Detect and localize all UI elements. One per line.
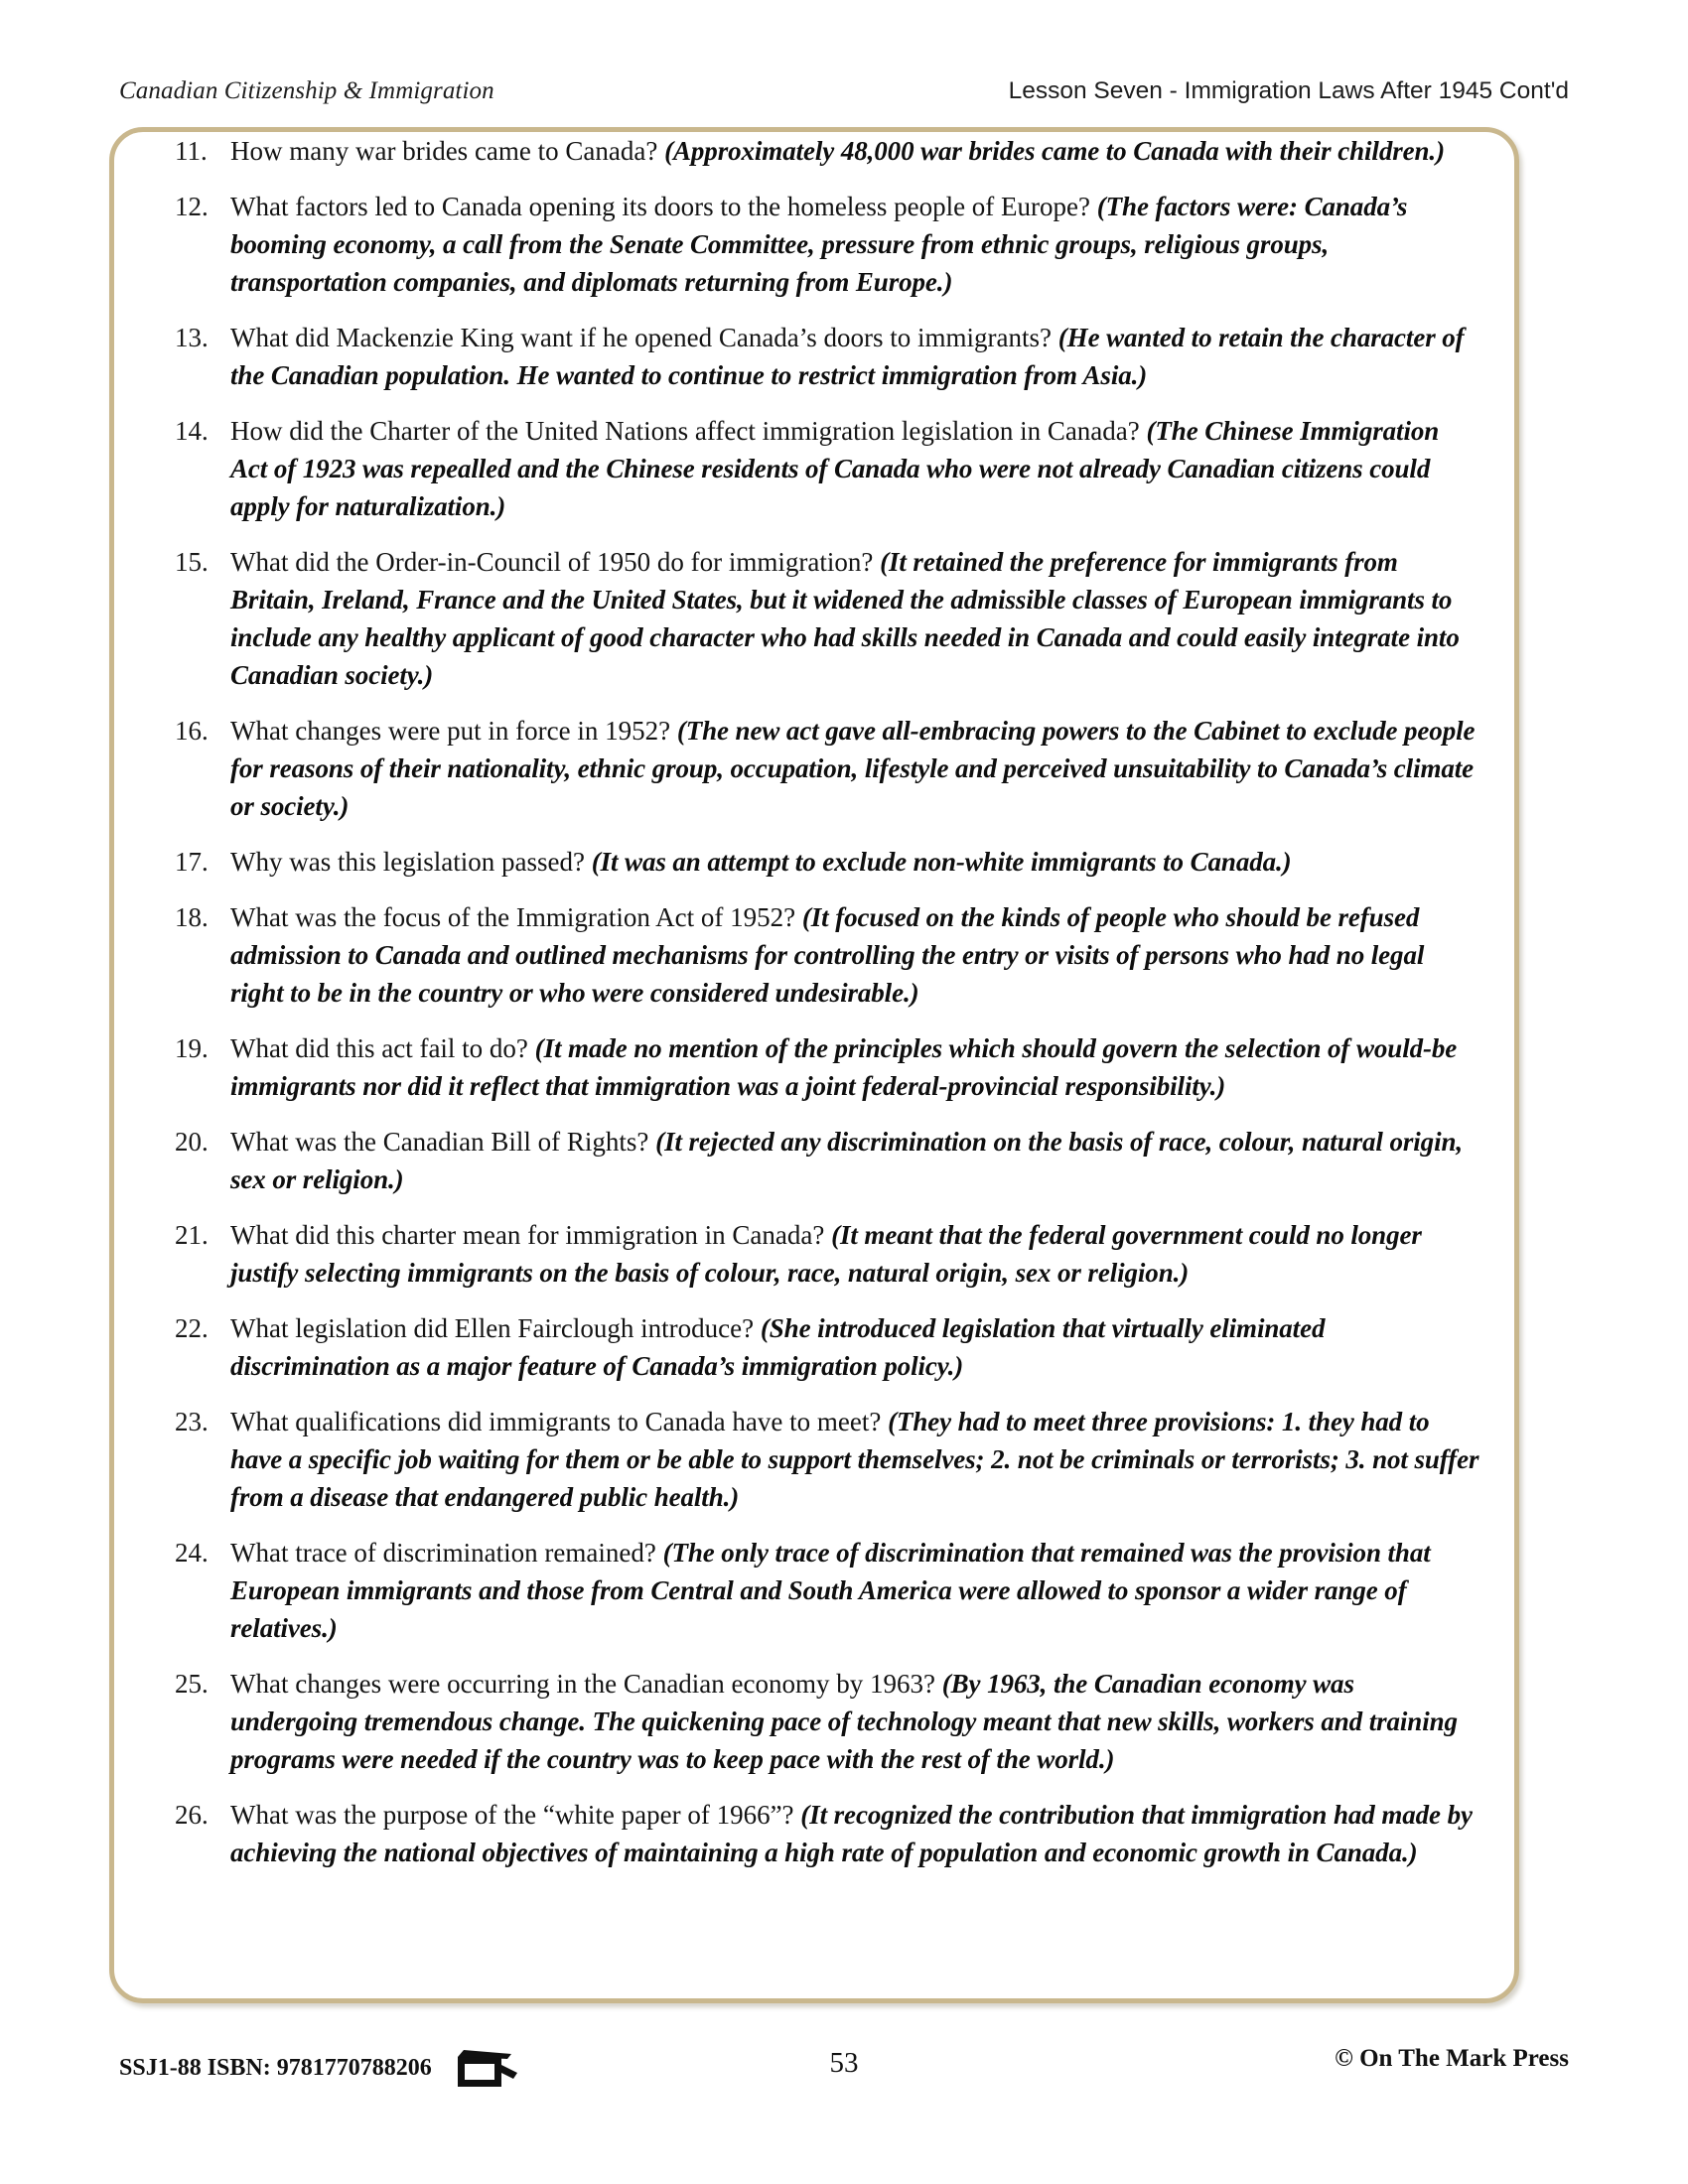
question-body: [230, 1403, 1479, 1516]
question-body: [230, 1665, 1479, 1778]
question-text: What changes were occurring in the Canadian economy by 1963?: [230, 1669, 942, 1699]
question-number: 17.: [175, 847, 209, 877]
question-item: [169, 898, 1479, 1012]
answer-text: (The factors were: Canada’s booming economy, a call from the Senate Committee, pressure from ethnic groups, religious groups, transportation companies, and diplomats returning from Europe.): [230, 192, 1408, 297]
answer-text: (The only trace of discrimination that remained was the provision that European immigrants and those from Central and South America were allowed to sponsor a wider range of relatives.): [230, 1538, 1431, 1643]
answer-text: (By 1963, the Canadian economy was undergoing tremendous change. The quickening pace of technology meant that new skills, workers and training programs were needed if the country was to keep pace with the rest of the world.): [230, 1669, 1458, 1774]
question-body: [230, 319, 1479, 394]
answer-text: (It recognized the contribution that immigration had made by achieving the national objectives of maintaining a high rate of population and economic growth in Canada.): [230, 1800, 1473, 1867]
answer-text: (They had to meet three provisions: 1. they had to have a specific job waiting for them or be able to support themselves; 2. not be criminals or terrorists; 3. not suffer from a disease that endangered public health.): [230, 1407, 1479, 1512]
question-number: 21.: [175, 1220, 209, 1250]
question-body: [230, 843, 1479, 881]
question-item: [169, 543, 1479, 694]
question-number: 20.: [175, 1127, 209, 1157]
question-number: 19.: [175, 1033, 209, 1063]
question-body: [230, 1309, 1479, 1385]
question-body: [230, 712, 1479, 825]
question-text: Why was this legislation passed?: [230, 847, 592, 877]
question-text: How did the Charter of the United Nations affect immigration legislation in Canada?: [230, 416, 1147, 446]
question-item: [169, 712, 1479, 825]
question-text: What trace of discrimination remained?: [230, 1538, 663, 1568]
answer-text: (It was an attempt to exclude non-white immigrants to Canada.): [591, 847, 1292, 877]
question-body: [230, 1029, 1479, 1105]
question-item: [169, 1665, 1479, 1778]
question-item: [169, 1403, 1479, 1516]
header-book-title: Canadian Citizenship & Immigration: [119, 77, 494, 104]
question-text: What was the purpose of the “white paper of 1966”?: [230, 1800, 801, 1830]
page-footer: [119, 2043, 1569, 2091]
question-number: 23.: [175, 1407, 209, 1436]
answer-text: (He wanted to retain the character of the Canadian population. He wanted to continue to restrict immigration from Asia.): [230, 323, 1465, 390]
question-number: 16.: [175, 716, 209, 746]
question-item: [169, 1123, 1479, 1198]
question-item: [169, 412, 1479, 525]
question-text: What changes were put in force in 1952?: [230, 716, 677, 746]
question-body: [230, 188, 1479, 301]
question-item: [169, 1216, 1479, 1292]
question-item: [169, 1309, 1479, 1385]
question-body: [230, 412, 1479, 525]
question-number: 11.: [175, 136, 208, 166]
question-item: [169, 319, 1479, 394]
question-body: [230, 898, 1479, 1012]
question-number: 24.: [175, 1538, 209, 1568]
footer-copyright: © On The Mark Press: [1335, 2045, 1569, 2072]
answer-text: (The Chinese Immigration Act of 1923 was repealled and the Chinese residents of Canada who were not already Canadian citizens could apply for naturalization.): [230, 416, 1440, 521]
question-body: [230, 1534, 1479, 1647]
question-body: [230, 1216, 1479, 1292]
content-frame: [109, 127, 1519, 2003]
question-body: [230, 543, 1479, 694]
question-text: What was the Canadian Bill of Rights?: [230, 1127, 656, 1157]
question-number: 14.: [175, 416, 209, 446]
question-body: [230, 1796, 1479, 1871]
question-number: 26.: [175, 1800, 209, 1830]
question-number: 18.: [175, 902, 209, 932]
answer-text: (It focused on the kinds of people who should be refused admission to Canada and outlined mechanisms for controlling the entry or visits of persons who had no legal right to be in the country or who were considered undesirable.): [230, 902, 1425, 1008]
question-text: What factors led to Canada opening its doors to the homeless people of Europe?: [230, 192, 1097, 221]
question-number: 12.: [175, 192, 209, 221]
question-number: 25.: [175, 1669, 209, 1699]
answer-text: (She introduced legislation that virtually eliminated discrimination as a major feature of Canada’s immigration policy.): [230, 1313, 1326, 1381]
question-number: 22.: [175, 1313, 209, 1343]
footer-isbn: SSJ1-88 ISBN: 9781770788206: [119, 2054, 432, 2081]
question-item: [169, 843, 1479, 881]
question-text: What was the focus of the Immigration Act of 1952?: [230, 902, 802, 932]
question-item: [169, 1534, 1479, 1647]
question-text: How many war brides came to Canada?: [230, 136, 665, 166]
footer-page-number: 53: [829, 2047, 859, 2079]
question-text: What did this charter mean for immigration in Canada?: [230, 1220, 832, 1250]
question-text: What did this act fail to do?: [230, 1033, 535, 1063]
question-body: [230, 132, 1479, 170]
question-text: What did the Order-in-Council of 1950 do for immigration?: [230, 547, 881, 577]
answer-text: (It retained the preference for immigrants from Britain, Ireland, France and the United States, but it widened the admissible classes of European immigrants to include any healthy applicant of good character who had skills needed in Canada and could easily integrate into Canadian society.): [230, 547, 1460, 690]
answer-text: (It rejected any discrimination on the basis of race, colour, natural origin, sex or religion.): [230, 1127, 1464, 1194]
question-item: [169, 188, 1479, 301]
question-item: [169, 1796, 1479, 1871]
question-text: What did Mackenzie King want if he opened Canada’s doors to immigrants?: [230, 323, 1058, 352]
question-body: [230, 1123, 1479, 1198]
question-text: What legislation did Ellen Fairclough introduce?: [230, 1313, 761, 1343]
question-list: [169, 132, 1479, 1889]
question-number: 13.: [175, 323, 209, 352]
question-number: 15.: [175, 547, 209, 577]
answer-text: (It meant that the federal government could no longer justify selecting immigrants on the basis of colour, race, natural origin, sex or religion.): [230, 1220, 1422, 1288]
question-item: [169, 1029, 1479, 1105]
question-item: [169, 132, 1479, 170]
answer-text: (It made no mention of the principles which should govern the selection of would-be immigrants nor did it reflect that immigration was a joint federal-provincial responsibility.): [230, 1033, 1458, 1101]
answer-text: (The new act gave all-embracing powers to the Cabinet to exclude people for reasons of their nationality, ethnic group, occupation, lifestyle and perceived unsuitability to Canada’s climate or society.): [230, 716, 1476, 821]
answer-text: (Approximately 48,000 war brides came to Canada with their children.): [664, 136, 1445, 166]
running-header: [119, 77, 1569, 107]
question-text: What qualifications did immigrants to Canada have to meet?: [230, 1407, 889, 1436]
header-lesson-title: Lesson Seven - Immigration Laws After 1945 Cont'd: [1008, 77, 1569, 104]
